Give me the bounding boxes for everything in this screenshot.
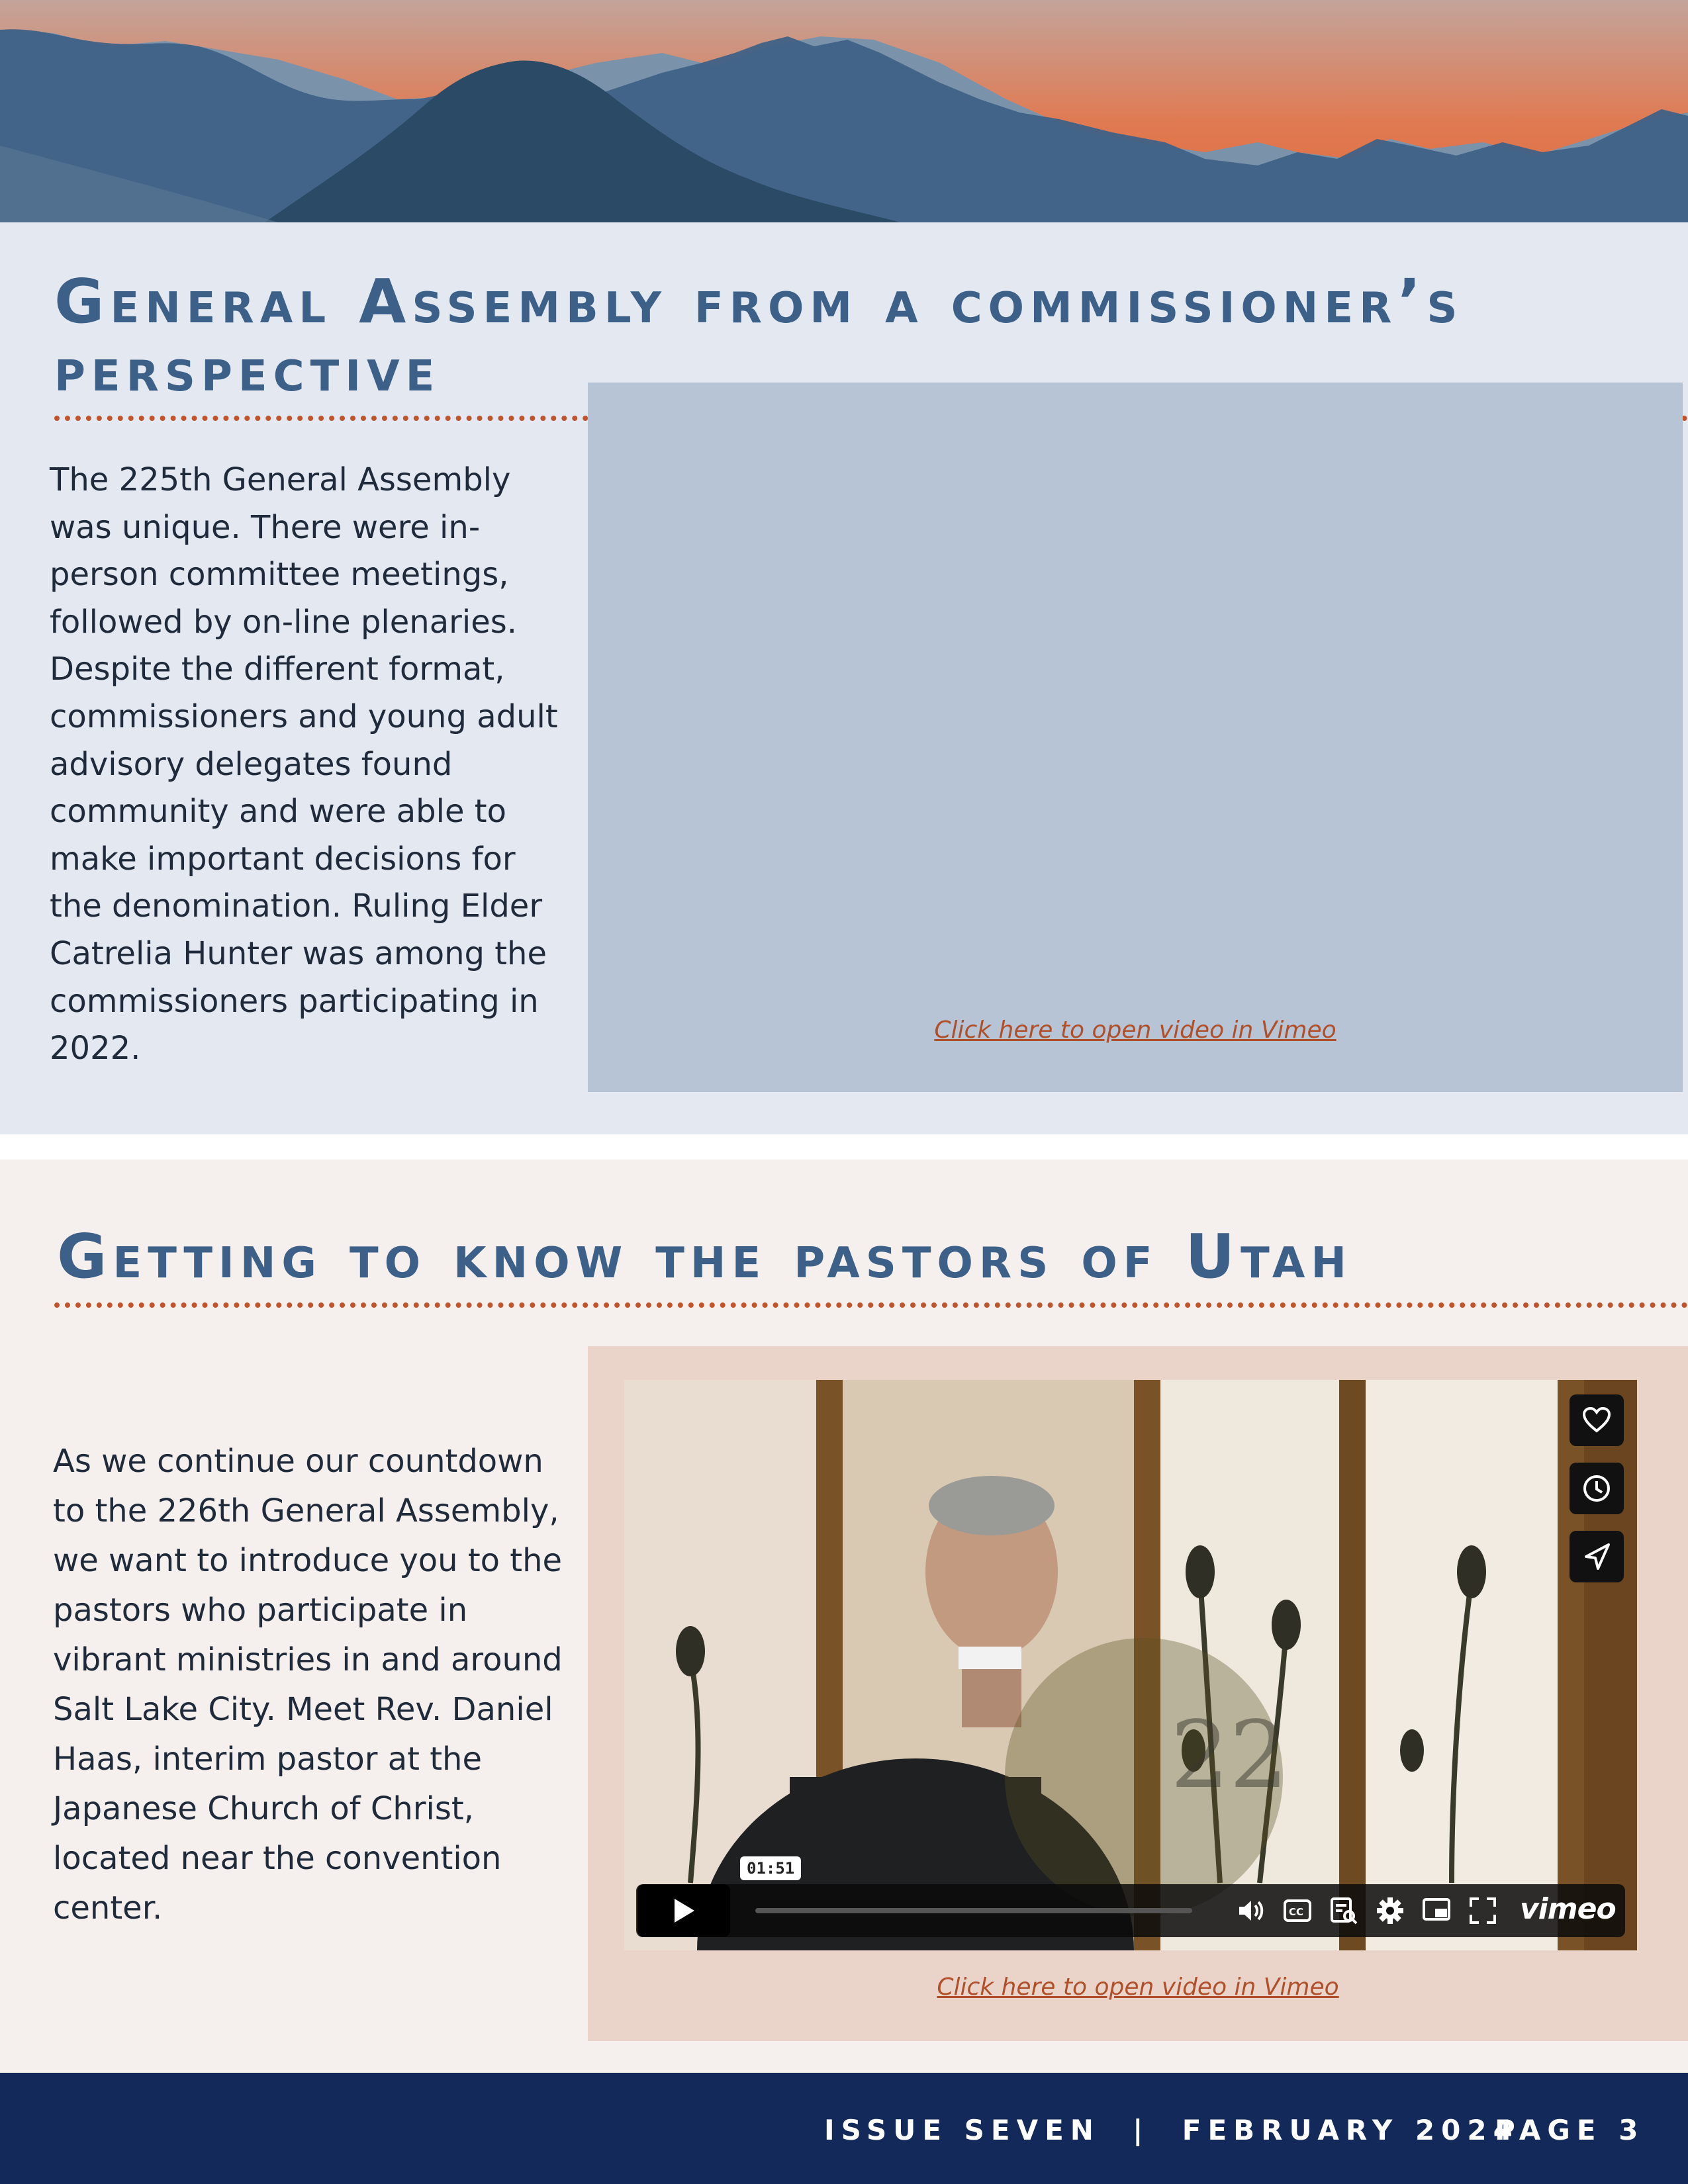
- section1-title-line1: General Assembly from a commissioner’s: [54, 266, 1464, 337]
- fullscreen-icon: [1468, 1896, 1497, 1925]
- pip-button[interactable]: [1421, 1895, 1452, 1927]
- page-footer: [0, 2073, 1688, 2184]
- transcript-icon: [1329, 1896, 1358, 1925]
- send-icon: [1582, 1542, 1611, 1571]
- heart-icon: [1582, 1407, 1611, 1433]
- progress-bar[interactable]: [755, 1908, 1192, 1913]
- like-button[interactable]: [1570, 1394, 1624, 1446]
- mountain-illustration: [0, 0, 1688, 222]
- watermark-number: 22: [1170, 1702, 1289, 1809]
- fullscreen-button[interactable]: [1467, 1895, 1499, 1927]
- watch-later-button[interactable]: [1570, 1463, 1624, 1514]
- section2-title: Getting to know the pastors of Utah: [57, 1221, 1352, 1292]
- play-button[interactable]: [637, 1884, 730, 1937]
- section2-body-text: As we continue our countdown to the 226th General Assembly, we want to introduce you to the pastors who participate in vibrant ministries in and around Salt Lake City. Meet Rev. Daniel Haas, interim pastor at the Japanese Church of Christ, located near the convention center.: [53, 1443, 563, 1927]
- vimeo-video-player[interactable]: [624, 1380, 1637, 1950]
- footer-page-number: PAGE 3: [1495, 2114, 1645, 2146]
- section1-video-placeholder: [588, 383, 1683, 1092]
- volume-icon: [1237, 1897, 1266, 1924]
- section1-vimeo-link[interactable]: Click here to open video in Vimeo: [934, 1017, 1336, 1044]
- captions-button[interactable]: [1282, 1895, 1313, 1927]
- share-button[interactable]: [1570, 1531, 1624, 1582]
- svg-text:CC: CC: [1289, 1906, 1304, 1918]
- settings-button[interactable]: [1374, 1895, 1406, 1927]
- settings-icon: [1376, 1896, 1405, 1925]
- clock-icon: [1582, 1474, 1611, 1503]
- vimeo-logo[interactable]: vimeo: [1520, 1892, 1616, 1926]
- picture-in-picture-icon: [1422, 1897, 1451, 1924]
- player-control-bar: [636, 1884, 1625, 1937]
- section2-dotted-divider: [54, 1302, 1688, 1308]
- section2-vimeo-link[interactable]: Click here to open video in Vimeo: [937, 1974, 1339, 2001]
- footer-issue-date: ISSUE SEVEN | FEBRUARY 2024: [824, 2114, 1519, 2146]
- play-icon: [671, 1896, 697, 1925]
- section1-body-text: The 225th General Assembly was unique. There were in-person committee meetings, followed by on-line plenaries. Despite the different format, commissioners and young adult advisory delegates found community and were able to make important decisions for the denomination. Ruling Elder Catrelia Hunter was among the commissioners participating in 2022.: [50, 461, 558, 1068]
- transcript-button[interactable]: [1328, 1895, 1360, 1927]
- volume-button[interactable]: [1235, 1895, 1267, 1927]
- section1-title-line2: perspective: [54, 334, 441, 405]
- closed-captions-icon: [1283, 1899, 1312, 1923]
- timecode-tooltip: 01:51: [740, 1856, 801, 1880]
- mountain-banner: [0, 0, 1688, 222]
